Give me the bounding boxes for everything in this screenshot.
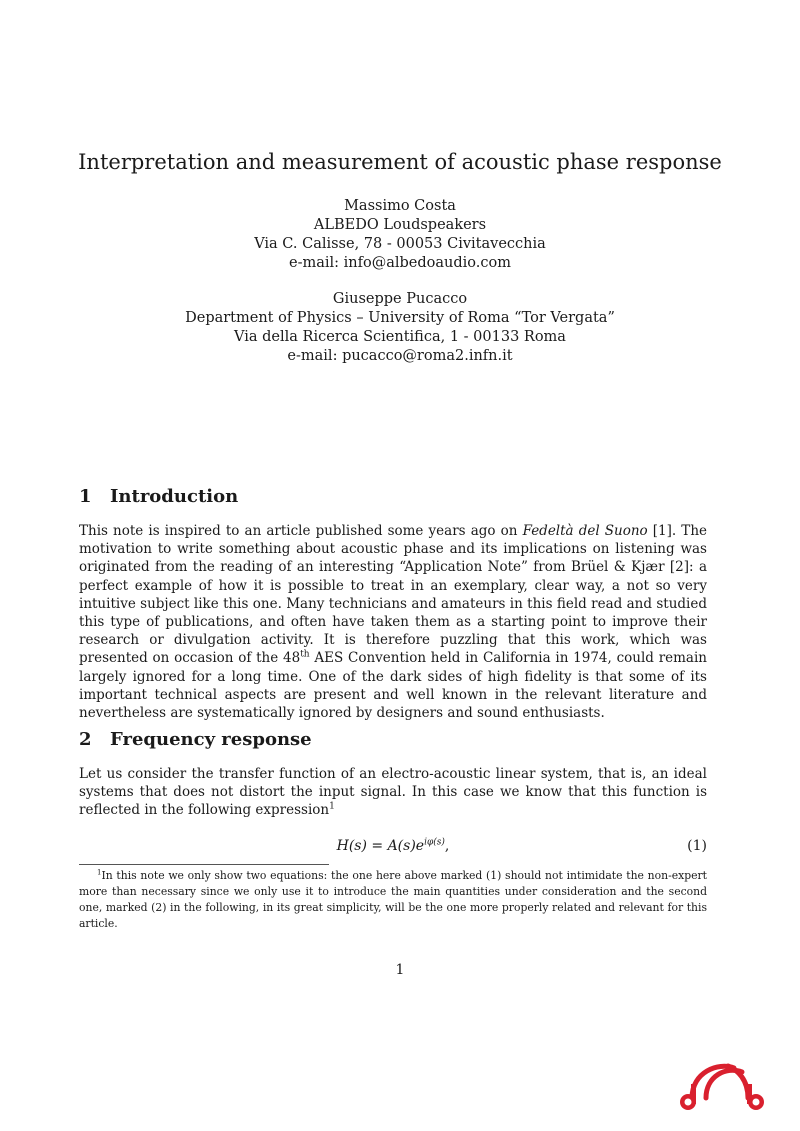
section-title: Introduction [110, 486, 239, 507]
section-heading-introduction [79, 485, 238, 509]
paper-title: Interpretation and measurement of acoustic phase response [78, 150, 722, 174]
author-block-2 [0, 290, 800, 366]
author-name: Massimo Costa [344, 198, 456, 214]
frequency-response-paragraph: Let us consider the transfer function of an electro-acoustic linear system, that is, an ideal systems that does not distort the input signal. In this case we know that this function is reflected in the following expression$^1$ [79, 766, 707, 819]
author-address: Via C. Calisse, 78 - 00053 Civitavecchia [254, 236, 546, 252]
equation-exponent: iφ(s) [424, 837, 445, 848]
section-number: 2 [79, 729, 92, 750]
author-email: e-mail: pucacco@roma2.infn.it [287, 348, 513, 364]
equation-expression: $H(s) = A(s)e^{i\varphi(s)}$, [336, 837, 450, 854]
author-email: e-mail: info@albedoaudio.com [289, 255, 511, 271]
equation-1 [79, 838, 707, 858]
footnote-marker[interactable]: 1 [329, 801, 335, 812]
journal-name: Fedeltà del Suono [522, 523, 648, 539]
introduction-paragraph: This note is inspired to an article published some years ago on Fedeltà del Suono [1]. The motivation to write something about acoustic phase and its implications on listening was originated from the reading of an interesting “Application Note” from Brüel & Kjær [2]: a perfect example of how it is possible to treat in an exemplary, clear way, a not so very intuitive subject like this one. Many technicians and amateurs in this field read and studied this type of publications, and often have taken them as a starting point to improve their research or divulgation activity. It is therefore puzzling that this work, which was presented on occasion of the 48th AES Convention held in California in 1974, could remain largely ignored for a long time. One of the dark sides of high fidelity is that some of its important technical aspects are present and well known in the relevant literature and nevertheless are systematically ignored by designers and sound enthusiasts. [79, 523, 707, 722]
section-title: Frequency response [110, 729, 312, 750]
author-block-1 [0, 197, 800, 273]
page-number: 1 [395, 962, 405, 978]
author-address: Via della Ricerca Scientifica, 1 - 00133 Roma [234, 329, 566, 345]
author-affiliation: ALBEDO Loudspeakers [313, 217, 487, 233]
equation-number: (1) [687, 838, 707, 854]
author-affiliation: Department of Physics – University of Roma “Tor Vergata” [185, 310, 615, 326]
ordinal-superscript: th [300, 649, 310, 660]
section-number: 1 [79, 486, 92, 507]
footnote-divider [79, 864, 329, 865]
section-heading-frequency-response [79, 728, 312, 752]
albedo-logo-icon [676, 1058, 768, 1114]
footnote: $^1$In this note we only show two equations: the one here above marked (1) should not intimidate the non-expert more than necessary since we only use it to introduce the main quantities under consideration and the second one, marked (2) in the following, in its great simplicity, will be the one more properly related and relevant for this article. [79, 868, 707, 930]
author-name: Giuseppe Pucacco [332, 291, 468, 307]
footnote-mark: 1 [97, 868, 102, 877]
